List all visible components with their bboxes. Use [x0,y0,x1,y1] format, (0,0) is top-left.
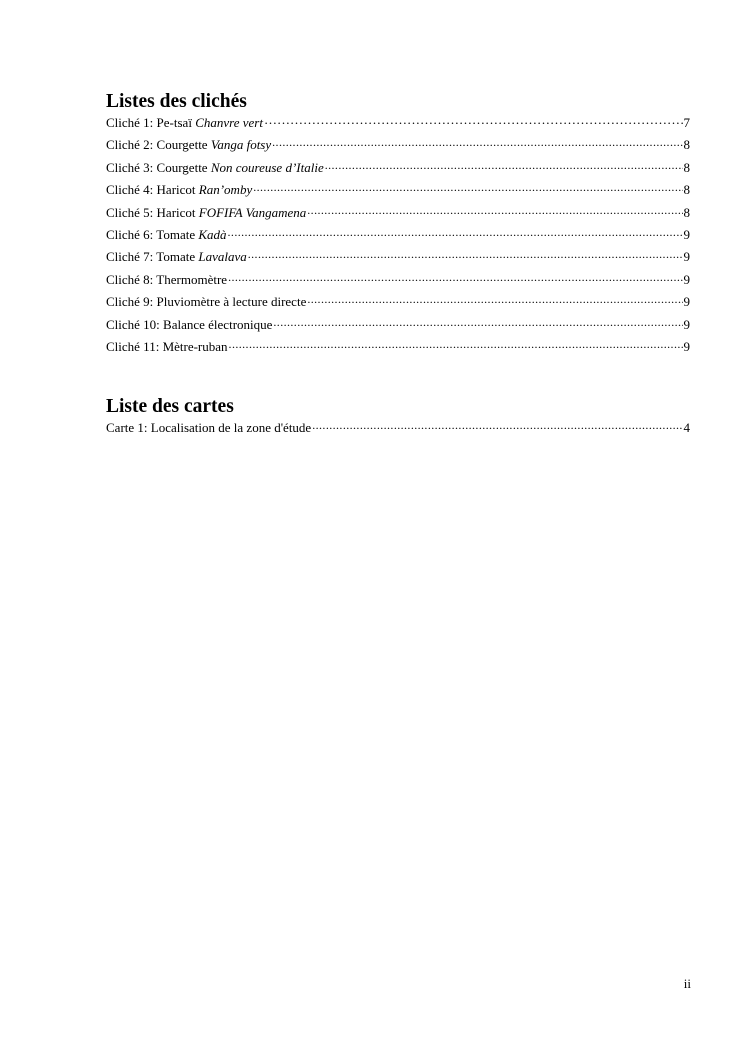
toc-entry-carte-1[interactable] [106,417,690,439]
toc-entry-page-number: 8 [683,137,690,153]
dot-leader [307,292,682,306]
toc-entry-cliche-7[interactable] [106,246,690,268]
toc-entry-page-number: 7 [683,115,690,130]
dot-leader [253,180,682,194]
toc-entry-label: Cliché 11: Mètre-ruban [106,338,228,354]
toc-entry-cliche-11[interactable] [106,336,690,358]
dot-leader [248,247,683,261]
dot-leader [228,225,683,239]
dot-leader [312,418,682,432]
list-of-photos-heading: Listes des clichés [106,91,247,112]
list-of-maps-heading: Liste des cartes [106,396,234,417]
toc-entry-cliche-8[interactable] [106,269,690,291]
toc-entry-label: Cliché 9: Pluviomètre à lecture directe [106,294,307,310]
toc-entry-page-number: 9 [683,249,690,265]
toc-entry-cliche-6[interactable] [106,224,690,246]
toc-entry-page-number: 8 [683,159,690,175]
toc-entry-cliche-9[interactable] [106,291,690,313]
toc-entry-page-number: 8 [683,204,690,220]
toc-entry-page-number: 9 [683,271,690,287]
toc-entry-cliche-4[interactable] [106,179,690,201]
toc-entry-cliche-3[interactable] [106,157,690,179]
toc-entry-cliche-10[interactable] [106,314,690,336]
toc-entry-label: Cliché 4: Haricot Ran’omby [106,182,253,198]
dot-leader [273,315,682,329]
dot-leader [325,158,683,172]
list-of-maps-section [106,397,690,439]
toc-entry-cliche-2[interactable] [106,134,690,156]
page-number: ii [683,976,691,991]
list-of-maps [106,417,690,439]
toc-entry-page-number: 9 [683,316,690,332]
dot-leader [228,270,682,284]
toc-entry-label: Cliché 2: Courgette Vanga fotsy [106,137,272,153]
dot-leader [229,337,683,351]
toc-entry-cliche-1[interactable] [106,112,690,134]
toc-entry-label: Cliché 6: Tomate Kadà [106,226,227,242]
toc-entry-page-number: 9 [683,294,690,310]
toc-entry-page-number: 4 [683,420,690,435]
toc-entry-label: Cliché 1: Pe-tsaï Chanvre vert [106,115,263,130]
list-of-photos-section [106,92,690,358]
toc-entry-label: Carte 1: Localisation de la zone d'étude [106,420,312,435]
list-of-photos [106,112,690,358]
dot-leader [272,135,682,149]
toc-entry-label: Cliché 5: Haricot FOFIFA Vangamena [106,204,307,220]
toc-entry-cliche-5[interactable] [106,202,690,224]
toc-entry-label: Cliché 7: Tomate Lavalava [106,249,247,265]
toc-entry-page-number: 9 [683,226,690,242]
dot-leader [307,203,682,217]
toc-entry-label: Cliché 3: Courgette Non coureuse d’Italie [106,159,324,175]
toc-entry-page-number: 9 [683,338,690,354]
toc-entry-label: Cliché 10: Balance électronique [106,316,273,332]
toc-entry-label: Cliché 8: Thermomètre [106,271,228,287]
toc-entry-page-number: 8 [683,182,690,198]
dot-leader [264,113,683,127]
